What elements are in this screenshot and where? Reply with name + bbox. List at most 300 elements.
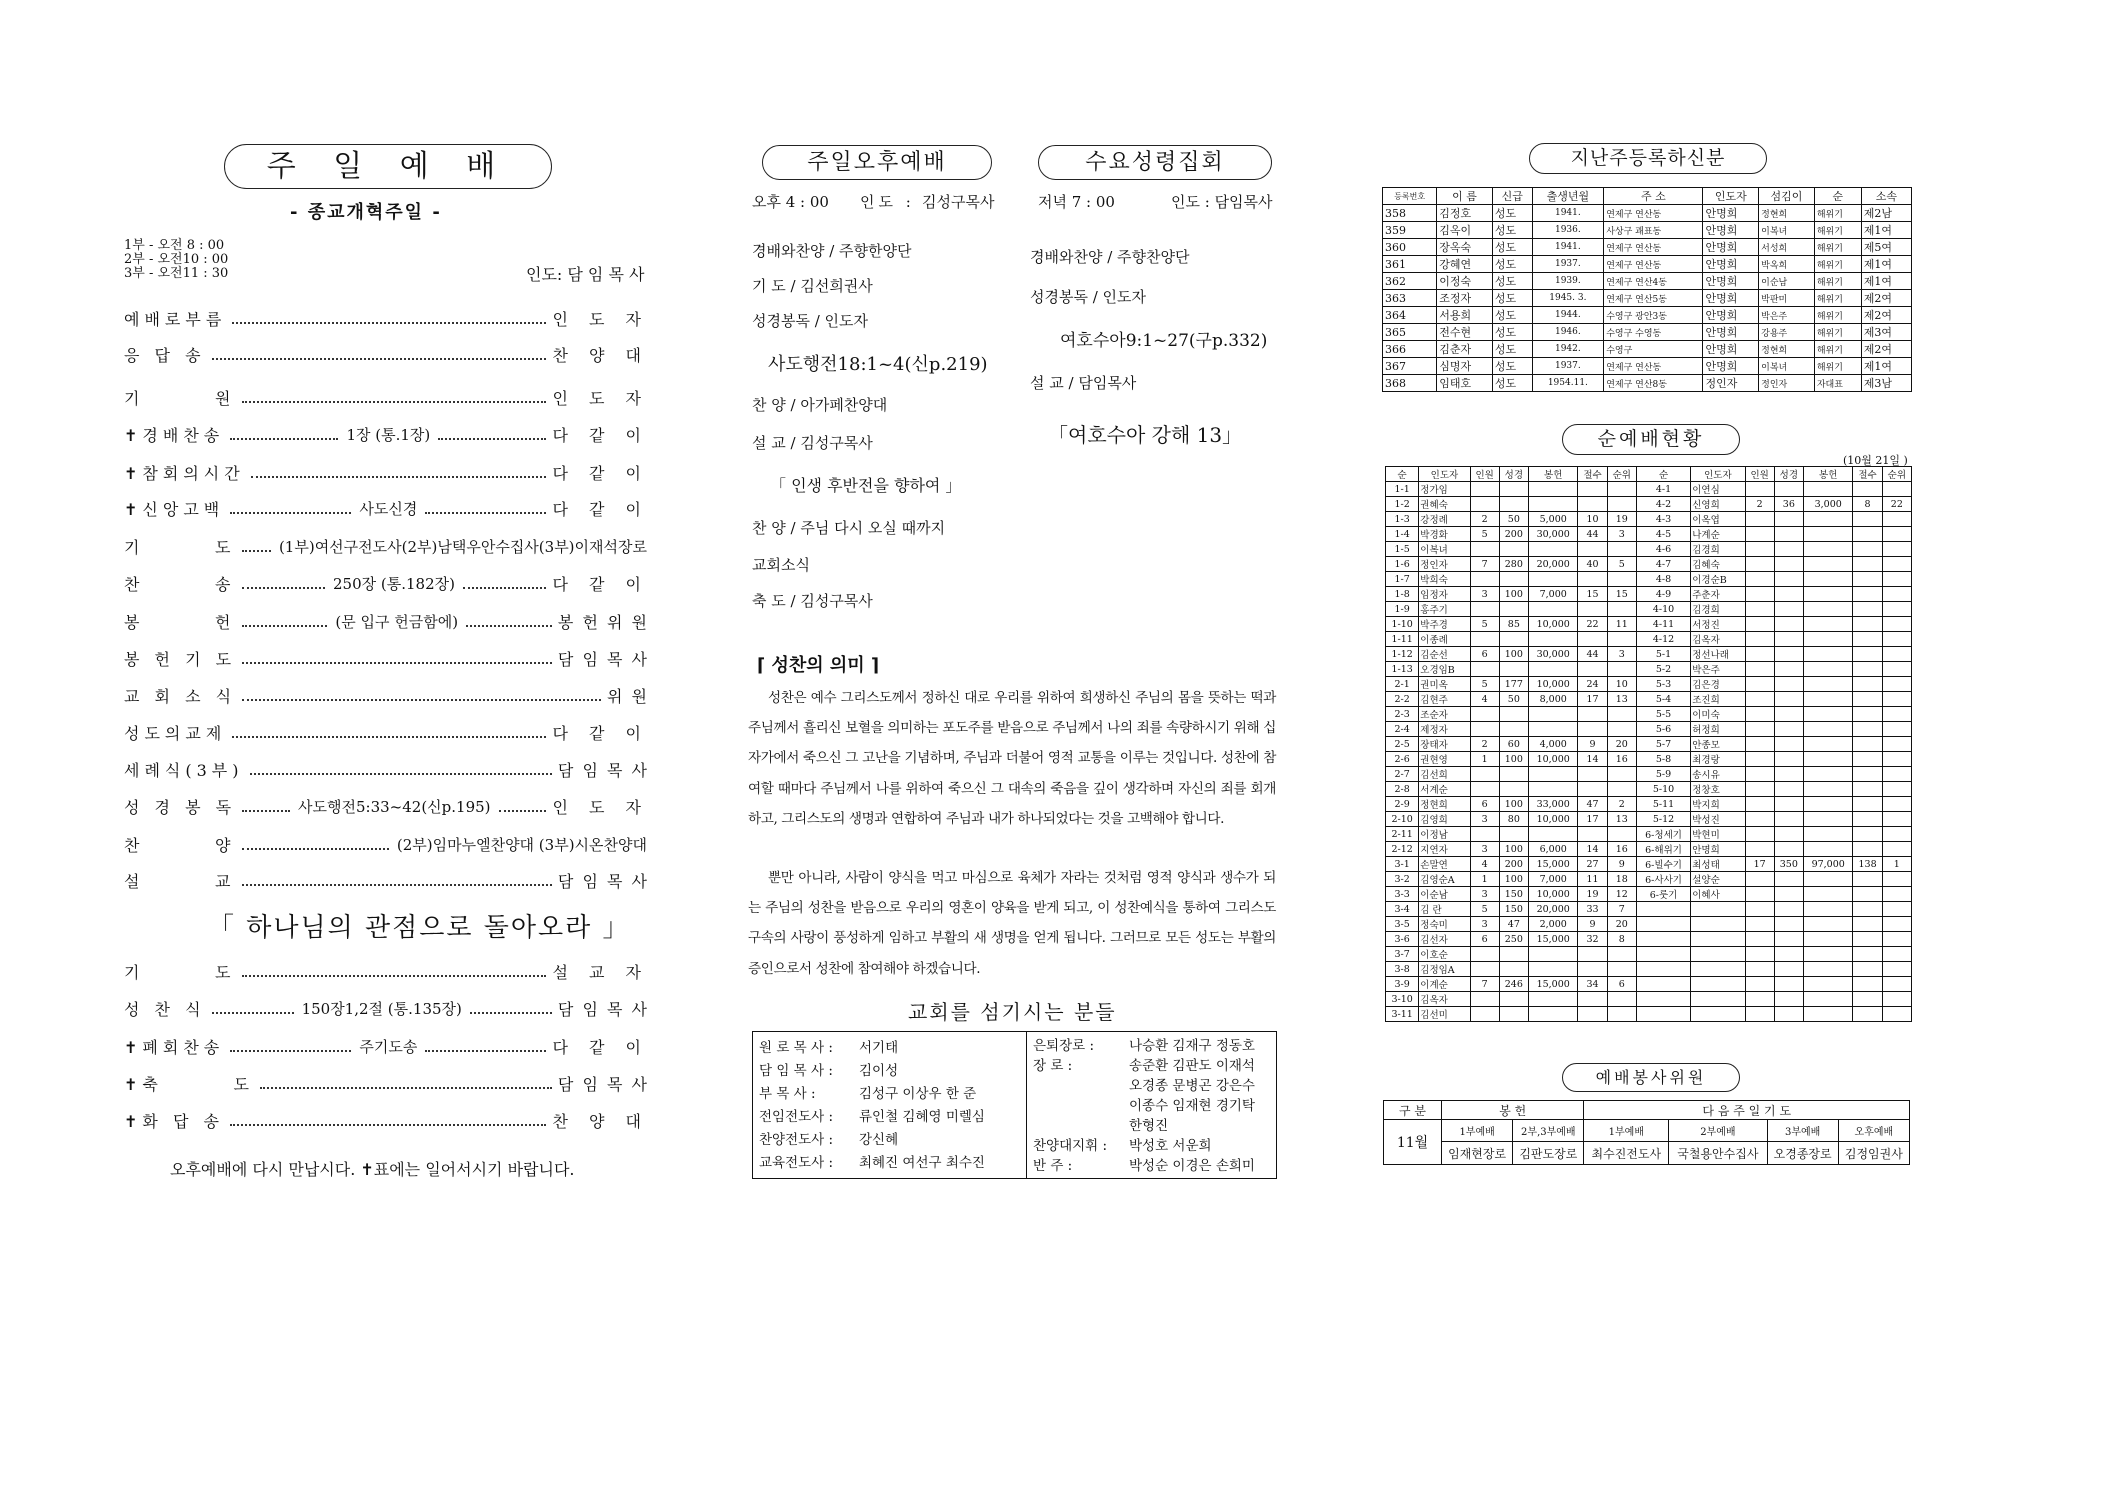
table-cell: 성도	[1492, 324, 1532, 341]
order-person: 담 임 목 사	[557, 760, 649, 780]
staff-role: 반 주 :	[1033, 1158, 1073, 1174]
table-cell: 1939.	[1532, 273, 1604, 290]
table-cell	[1853, 722, 1882, 737]
table-cell: 김경희	[1691, 602, 1745, 617]
order-detail: (2부)임마누엘찬양대 (3부)시온찬양대	[396, 835, 647, 854]
table-cell: 359	[1383, 222, 1437, 239]
order-row	[124, 832, 649, 856]
table-cell	[1745, 752, 1774, 767]
wednesday-title: 수요성령집회	[1038, 145, 1272, 180]
table-cell	[1745, 932, 1774, 947]
newcomers-header: 이 름	[1437, 188, 1493, 205]
table-cell	[1578, 992, 1607, 1007]
table-cell: 50	[1499, 512, 1528, 527]
table-cell: 34	[1578, 977, 1607, 992]
order-label: 성도의교제	[124, 723, 227, 743]
table-cell	[1774, 917, 1803, 932]
order-label: 찬 송	[124, 574, 236, 594]
attendance-header: 봉헌	[1803, 467, 1853, 482]
order-label: 기 원	[124, 388, 236, 408]
table-cell: 이복녀	[1759, 358, 1815, 375]
table-cell	[1882, 917, 1911, 932]
table-cell	[1745, 617, 1774, 632]
table-cell	[1882, 572, 1911, 587]
table-cell	[1803, 1007, 1853, 1022]
table-row	[1386, 542, 1912, 557]
table-cell	[1636, 947, 1690, 962]
attendance-header: 절수	[1853, 467, 1882, 482]
table-cell: 5-7	[1636, 737, 1690, 752]
table-cell	[1528, 542, 1578, 557]
table-cell	[1882, 887, 1911, 902]
table-cell	[1528, 707, 1578, 722]
table-cell: 김옥이	[1437, 222, 1493, 239]
order-label: 찬 양	[124, 835, 236, 855]
table-cell	[1470, 497, 1499, 512]
order-person: 인 도 자	[552, 388, 649, 408]
table-cell: 제2여	[1861, 290, 1911, 307]
table-row	[1386, 1007, 1912, 1022]
leader-dots	[242, 884, 552, 886]
staff-role: 찬양대지휘 :	[1033, 1138, 1108, 1154]
newcomers-title: 지난주등록하신분	[1529, 143, 1767, 174]
leader-dots	[242, 810, 290, 812]
service-month: 11월	[1384, 1120, 1442, 1165]
staff-role: 전임전도사 :	[759, 1109, 834, 1125]
table-cell: 1954.11.	[1532, 375, 1604, 392]
table-row	[1386, 602, 1912, 617]
table-row	[1386, 587, 1912, 602]
table-cell: 9	[1578, 917, 1607, 932]
table-cell: 200	[1499, 527, 1528, 542]
table-cell: 안명희	[1691, 842, 1745, 857]
table-cell: 10,000	[1528, 812, 1578, 827]
table-cell: 제1여	[1861, 358, 1911, 375]
table-cell: 허정희	[1691, 722, 1745, 737]
table-cell	[1578, 962, 1607, 977]
order-label: 성 경 봉 독	[124, 797, 237, 817]
table-cell	[1774, 587, 1803, 602]
table-cell	[1853, 767, 1882, 782]
table-cell	[1607, 497, 1636, 512]
table-cell: 14	[1578, 752, 1607, 767]
afternoon-scripture: 사도행전18:1~4(신p.219)	[768, 354, 988, 375]
table-cell	[1745, 707, 1774, 722]
leader-dots	[242, 848, 389, 850]
order-row	[124, 757, 649, 781]
table-cell: 5-2	[1636, 662, 1690, 677]
table-cell: 정현희	[1419, 797, 1470, 812]
table-cell	[1882, 542, 1911, 557]
table-cell: 5-10	[1636, 782, 1690, 797]
service-name: 국철용안수집사	[1669, 1142, 1767, 1165]
table-cell	[1853, 932, 1882, 947]
staff-row	[1033, 1054, 1255, 1072]
newcomers-header: 순	[1814, 188, 1861, 205]
table-row	[1386, 677, 1912, 692]
service-sub: 2부예배	[1669, 1120, 1767, 1142]
table-cell: 강용주	[1759, 324, 1815, 341]
table-cell: 363	[1383, 290, 1437, 307]
table-cell	[1882, 512, 1911, 527]
table-cell: 1-9	[1386, 602, 1419, 617]
table-cell	[1882, 737, 1911, 752]
afternoon-item: 교회소식	[752, 556, 810, 574]
table-row	[1386, 617, 1912, 632]
afternoon-leader-label: 인도 :	[860, 193, 915, 211]
table-cell	[1853, 962, 1882, 977]
attendance-table	[1385, 466, 1912, 1022]
table-cell	[1691, 977, 1745, 992]
table-cell	[1607, 542, 1636, 557]
table-cell: 1-10	[1386, 617, 1419, 632]
table-cell	[1578, 722, 1607, 737]
table-row	[1386, 692, 1912, 707]
leader-dots	[230, 438, 338, 440]
order-person: 담 임 목 사	[557, 871, 649, 891]
table-cell: 수영구 광안3동	[1604, 307, 1703, 324]
table-cell	[1882, 827, 1911, 842]
table-cell	[1745, 602, 1774, 617]
table-cell: 200	[1499, 857, 1528, 872]
order-label: 성 찬 식	[124, 999, 206, 1019]
table-row	[1383, 324, 1912, 341]
table-cell	[1774, 782, 1803, 797]
table-cell	[1691, 902, 1745, 917]
service-col-offering: 봉 헌	[1442, 1101, 1584, 1120]
table-cell	[1853, 887, 1882, 902]
table-row	[1383, 341, 1912, 358]
table-cell: 8	[1607, 932, 1636, 947]
table-cell: 심명자	[1437, 358, 1493, 375]
staff-names: 박성호 서운희	[1129, 1138, 1212, 1154]
table-cell: 3	[1470, 917, 1499, 932]
staff-divider	[1026, 1032, 1027, 1178]
table-cell: 150	[1499, 887, 1528, 902]
order-detail: (문 입구 헌금함에)	[335, 612, 459, 631]
order-label: ✝신앙고백	[124, 499, 225, 519]
table-cell: 김순선	[1419, 647, 1470, 662]
table-cell	[1882, 797, 1911, 812]
afternoon-item: 설 교 / 김성구목사	[752, 434, 873, 452]
table-cell: 박지희	[1691, 797, 1745, 812]
table-cell	[1528, 497, 1578, 512]
leader-dots	[242, 975, 547, 977]
table-cell	[1803, 527, 1853, 542]
table-cell: 100	[1499, 647, 1528, 662]
table-cell: 정현희	[1759, 341, 1815, 358]
table-cell: 성도	[1492, 290, 1532, 307]
table-cell: 100	[1499, 752, 1528, 767]
table-cell: 3-5	[1386, 917, 1419, 932]
table-cell: 11	[1607, 617, 1636, 632]
table-cell	[1882, 812, 1911, 827]
table-cell	[1499, 482, 1528, 497]
table-cell	[1803, 722, 1853, 737]
order-row	[124, 720, 649, 744]
table-cell: 44	[1578, 647, 1607, 662]
order-row	[124, 385, 649, 409]
table-cell	[1774, 962, 1803, 977]
table-cell	[1803, 812, 1853, 827]
table-row	[1383, 222, 1912, 239]
table-cell	[1882, 932, 1911, 947]
table-cell: 조진희	[1691, 692, 1745, 707]
table-cell	[1853, 587, 1882, 602]
staff-row	[1033, 1034, 1255, 1052]
table-cell: 366	[1383, 341, 1437, 358]
service-name: 임재현장로	[1442, 1142, 1513, 1165]
table-cell: 사상구 괘표동	[1604, 222, 1703, 239]
leader-dots	[242, 662, 552, 664]
table-cell: 4-12	[1636, 632, 1690, 647]
table-cell	[1803, 632, 1853, 647]
table-cell	[1882, 707, 1911, 722]
table-cell	[1853, 902, 1882, 917]
table-cell: 연제구 연산8동	[1604, 375, 1703, 392]
staff-role: 찬양전도사 :	[759, 1132, 834, 1148]
order-row	[124, 460, 649, 484]
table-cell	[1578, 572, 1607, 587]
table-cell: 손말연	[1419, 857, 1470, 872]
table-cell: 4-10	[1636, 602, 1690, 617]
leader-dots	[425, 1050, 546, 1052]
table-cell: 1	[1882, 857, 1911, 872]
table-cell	[1803, 617, 1853, 632]
table-row	[1386, 737, 1912, 752]
table-cell: 20,000	[1528, 557, 1578, 572]
table-cell	[1607, 722, 1636, 737]
table-cell	[1528, 992, 1578, 1007]
table-cell: 9	[1607, 857, 1636, 872]
table-cell: 27	[1578, 857, 1607, 872]
table-cell: 20	[1607, 917, 1636, 932]
table-cell	[1853, 527, 1882, 542]
table-cell	[1499, 1007, 1528, 1022]
table-cell	[1803, 842, 1853, 857]
newcomers-header-row	[1383, 188, 1912, 205]
table-cell	[1470, 992, 1499, 1007]
table-cell: 6	[1470, 932, 1499, 947]
table-cell: 1944.	[1532, 307, 1604, 324]
table-cell: 김 란	[1419, 902, 1470, 917]
table-cell: 4-9	[1636, 587, 1690, 602]
table-cell	[1853, 977, 1882, 992]
table-cell: 3-1	[1386, 857, 1419, 872]
table-cell: 6	[1607, 977, 1636, 992]
table-row	[1386, 722, 1912, 737]
table-cell	[1528, 767, 1578, 782]
table-cell: 5-5	[1636, 707, 1690, 722]
staff-names: 강신혜	[859, 1132, 899, 1148]
table-cell: 5-3	[1636, 677, 1690, 692]
table-cell	[1607, 947, 1636, 962]
table-cell	[1774, 722, 1803, 737]
table-cell	[1607, 602, 1636, 617]
table-cell	[1882, 842, 1911, 857]
table-cell: 김영순A	[1419, 872, 1470, 887]
attendance-header: 성경	[1499, 467, 1528, 482]
table-cell: 32	[1578, 932, 1607, 947]
service-sub: 1부예배	[1442, 1120, 1513, 1142]
service-sub: 2부,3부예배	[1513, 1120, 1584, 1142]
staff-names: 류인철 김혜영 미렐심	[859, 1109, 985, 1125]
table-cell	[1882, 752, 1911, 767]
table-cell: 368	[1383, 375, 1437, 392]
table-cell	[1774, 902, 1803, 917]
table-cell: 제2여	[1861, 307, 1911, 324]
table-cell	[1636, 962, 1690, 977]
table-cell: 3	[1470, 587, 1499, 602]
table-cell: 1-6	[1386, 557, 1419, 572]
table-cell	[1803, 782, 1853, 797]
table-cell: 1-1	[1386, 482, 1419, 497]
table-cell: 1-13	[1386, 662, 1419, 677]
table-cell: 19	[1607, 512, 1636, 527]
table-cell: 김혜숙	[1691, 557, 1745, 572]
table-cell: 10,000	[1528, 617, 1578, 632]
table-cell: 정인자	[1759, 375, 1815, 392]
table-cell	[1528, 482, 1578, 497]
attendance-title: 순예배현황	[1562, 424, 1740, 455]
table-cell: 5-9	[1636, 767, 1690, 782]
table-cell	[1803, 827, 1853, 842]
service-name: 오경종장로	[1767, 1142, 1838, 1165]
table-cell: 97,000	[1803, 857, 1853, 872]
table-cell: 4-7	[1636, 557, 1690, 572]
order-label: 설 교	[124, 871, 236, 891]
sunday-footer: 오후예배에 다시 만납시다. ✝표에는 일어서시기 바랍니다.	[170, 1160, 575, 1179]
table-cell: 임정자	[1419, 587, 1470, 602]
table-cell: 2	[1470, 737, 1499, 752]
table-cell	[1636, 902, 1690, 917]
table-cell	[1803, 797, 1853, 812]
table-cell: 해위기	[1814, 273, 1861, 290]
table-cell: 15	[1607, 587, 1636, 602]
table-cell	[1691, 947, 1745, 962]
order-detail: 150장1,2절 (통.135장)	[301, 999, 462, 1018]
table-cell: 김옥자	[1691, 632, 1745, 647]
table-cell	[1882, 527, 1911, 542]
table-cell	[1853, 572, 1882, 587]
table-cell	[1853, 542, 1882, 557]
service-sub: 3부예배	[1767, 1120, 1838, 1142]
service-table	[1383, 1100, 1910, 1165]
table-cell: 246	[1499, 977, 1528, 992]
table-cell	[1803, 752, 1853, 767]
table-cell	[1882, 782, 1911, 797]
table-row	[1386, 932, 1912, 947]
table-cell	[1853, 737, 1882, 752]
table-cell	[1853, 647, 1882, 662]
table-cell: 364	[1383, 307, 1437, 324]
table-cell: 3-10	[1386, 992, 1419, 1007]
table-cell: 제1여	[1861, 273, 1911, 290]
table-cell: 5,000	[1528, 512, 1578, 527]
order-person: 인 도 자	[552, 797, 650, 817]
attendance-header: 성경	[1774, 467, 1803, 482]
table-cell	[1528, 782, 1578, 797]
table-cell	[1774, 887, 1803, 902]
table-cell: 신영희	[1691, 497, 1745, 512]
order-row	[124, 683, 649, 707]
table-cell: 최경랑	[1691, 752, 1745, 767]
service-col-prayer: 다 음 주 일 기 도	[1584, 1101, 1910, 1120]
table-cell	[1499, 767, 1528, 782]
table-row	[1386, 752, 1912, 767]
table-cell: 정인자	[1703, 375, 1759, 392]
table-cell	[1499, 992, 1528, 1007]
table-cell: 365	[1383, 324, 1437, 341]
table-cell	[1528, 722, 1578, 737]
leader-dots	[250, 773, 552, 775]
order-row	[124, 1108, 649, 1132]
order-detail: 사도신경	[359, 499, 418, 518]
table-cell: 정숙미	[1419, 917, 1470, 932]
table-cell: 5-12	[1636, 812, 1690, 827]
table-cell: 362	[1383, 273, 1437, 290]
table-row	[1386, 887, 1912, 902]
table-cell: 1-12	[1386, 647, 1419, 662]
table-cell	[1853, 917, 1882, 932]
staff-names: 서기태	[859, 1040, 899, 1056]
service-times	[124, 239, 228, 281]
order-person: 위 원	[607, 686, 649, 706]
table-cell: 10	[1607, 677, 1636, 692]
table-cell: 이옥엽	[1691, 512, 1745, 527]
table-cell: 3	[1470, 887, 1499, 902]
table-cell: 8	[1853, 497, 1882, 512]
table-cell	[1745, 947, 1774, 962]
table-cell: 2-12	[1386, 842, 1419, 857]
table-cell: 박주경	[1419, 617, 1470, 632]
table-cell: 15	[1578, 587, 1607, 602]
newcomers-header: 등록번호	[1383, 188, 1437, 205]
table-cell: 2-8	[1386, 782, 1419, 797]
order-row	[124, 794, 649, 818]
table-cell	[1470, 767, 1499, 782]
table-cell: 박옥희	[1759, 256, 1815, 273]
table-cell: 100	[1499, 797, 1528, 812]
order-row	[124, 534, 649, 558]
table-cell	[1607, 1007, 1636, 1022]
table-row	[1386, 917, 1912, 932]
table-cell: 20	[1607, 737, 1636, 752]
table-cell	[1499, 602, 1528, 617]
table-cell	[1882, 692, 1911, 707]
table-cell	[1774, 572, 1803, 587]
table-cell: 4-1	[1636, 482, 1690, 497]
attendance-header-row	[1386, 467, 1912, 482]
staff-names: 이종수 임재현 경기탁	[1129, 1098, 1255, 1114]
table-cell: 44	[1578, 527, 1607, 542]
order-row	[124, 996, 649, 1020]
table-cell	[1882, 992, 1911, 1007]
order-detail: 주기도송	[359, 1037, 418, 1056]
attendance-header: 인원	[1745, 467, 1774, 482]
table-cell	[1803, 557, 1853, 572]
table-cell: 280	[1499, 557, 1528, 572]
staff-row	[759, 1105, 985, 1123]
leader-dots	[230, 1050, 351, 1052]
order-person: 담 임 목 사	[557, 649, 649, 669]
staff-title: 교회를 섬기시는 분들	[908, 1000, 1117, 1024]
table-cell: 11	[1578, 872, 1607, 887]
table-cell	[1803, 662, 1853, 677]
attendance-header: 순위	[1882, 467, 1911, 482]
table-cell	[1803, 587, 1853, 602]
table-cell: 3-6	[1386, 932, 1419, 947]
